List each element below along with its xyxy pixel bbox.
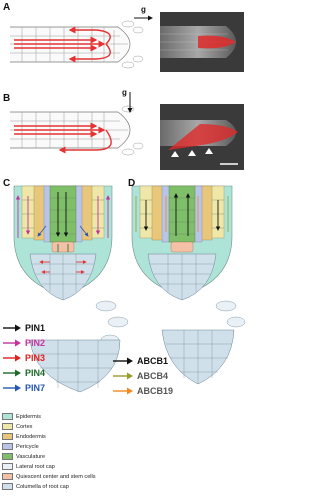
endodermis-swatch [2, 433, 13, 440]
legend-label-pin2: PIN2 [25, 338, 46, 348]
tissue-label-endodermis: Endodermis [16, 433, 46, 440]
panel-label-d: D [128, 178, 136, 189]
legend-label-pin1: PIN1 [25, 323, 46, 333]
legend-pin7 [2, 382, 45, 394]
tissue-endodermis [2, 432, 46, 441]
vasculature-swatch [2, 453, 13, 460]
legend-label-abcb19: ABCB19 [137, 386, 174, 396]
columella-swatch [2, 483, 13, 490]
gravity-label-a: g [141, 5, 146, 14]
legend-pin1 [2, 322, 45, 334]
pin3-arrow-icon [2, 354, 22, 362]
pin7-arrow-icon [2, 384, 22, 392]
panel-d-root [132, 186, 245, 327]
tissue-label-columella: Columella of root cap [16, 483, 69, 490]
panel-a-schematic [6, 20, 144, 70]
legend-label-abcb4: ABCB4 [137, 371, 169, 381]
legend-abcb1 [112, 355, 168, 367]
panel-d-columella [162, 330, 234, 384]
legend-label-pin4: PIN4 [25, 368, 46, 378]
tissue-label-vasculature: Vasculature [16, 453, 46, 460]
tissue-quiescent-center [2, 472, 96, 481]
cortex-swatch [2, 423, 13, 430]
tissue-label-pericycle: Pericycle [16, 443, 39, 450]
tissue-columella [2, 482, 69, 491]
pericycle-swatch [2, 443, 13, 450]
abcb4-arrow-icon [112, 372, 134, 380]
panel-b-schematic [10, 106, 143, 155]
panel-a-micrograph [160, 12, 244, 72]
pin1-arrow-icon [2, 324, 22, 332]
tissue-lateral-root-cap [2, 462, 55, 471]
panel-label-c: C [3, 178, 11, 189]
tissue-vasculature [2, 452, 45, 461]
legend-label-pin7: PIN7 [25, 383, 46, 393]
tissue-label-lateral-root-cap: Lateral root cap [16, 463, 55, 470]
panel-label-a: A [3, 2, 11, 13]
abcb1-arrow-icon [112, 357, 134, 365]
pin2-arrow-icon [2, 339, 22, 347]
legend-label-abcb1: ABCB1 [137, 356, 169, 366]
tissue-pericycle [2, 442, 39, 451]
quiescent-center-swatch [2, 473, 13, 480]
tissue-epidermis [2, 412, 41, 421]
panel-b-micrograph [160, 104, 244, 170]
gravity-label-b: g [122, 88, 127, 97]
legend-pin4 [2, 367, 45, 379]
legend-abcb19 [112, 385, 173, 397]
tissue-label-epidermis: Epidermis [16, 413, 41, 420]
tissue-label-quiescent-center: Quiescent center and stem cells [16, 473, 96, 480]
lateral-root-cap-swatch [2, 463, 13, 470]
tissue-cortex [2, 422, 32, 431]
legend-pin2 [2, 337, 45, 349]
legend-label-pin3: PIN3 [25, 353, 46, 363]
panel-label-b: B [3, 93, 11, 104]
epidermis-swatch [2, 413, 13, 420]
legend-pin3 [2, 352, 45, 364]
tissue-label-cortex: Cortex [16, 423, 33, 430]
pin4-arrow-icon [2, 369, 22, 377]
legend-abcb4 [112, 370, 168, 382]
abcb19-arrow-icon [112, 387, 134, 395]
